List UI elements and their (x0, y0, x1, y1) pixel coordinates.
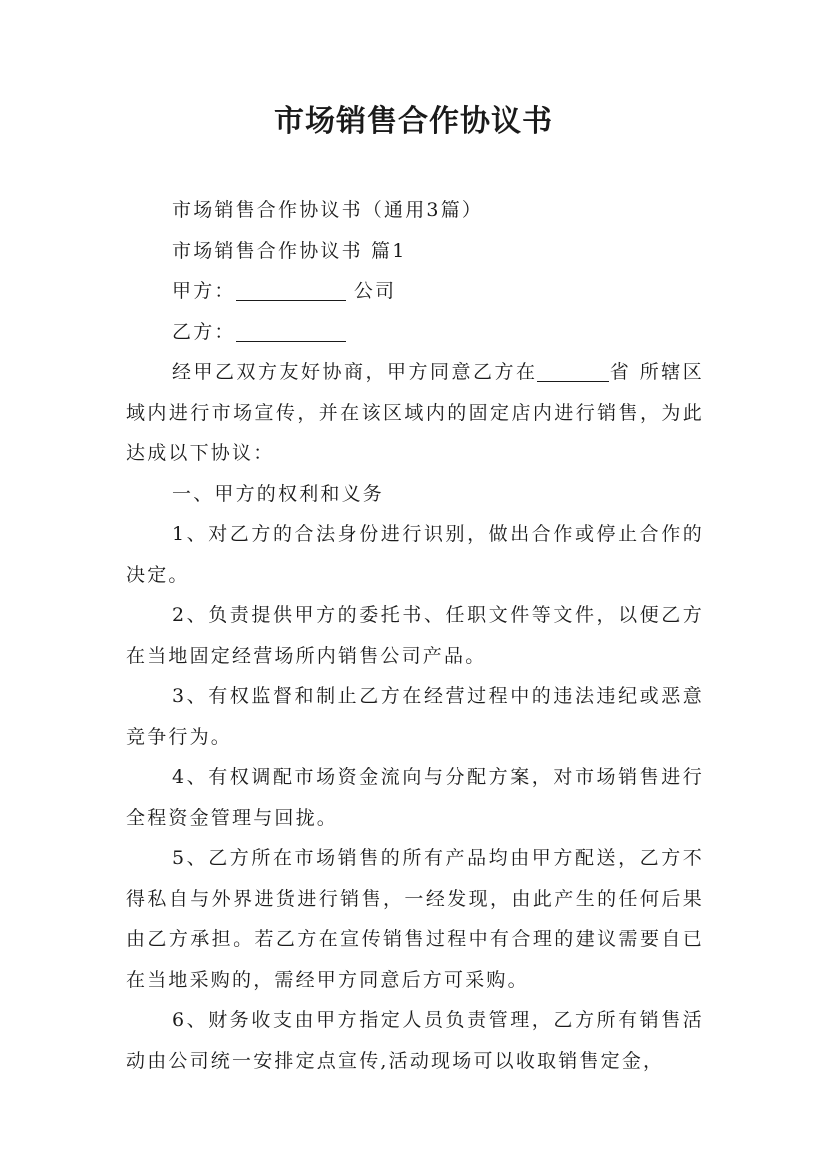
subtitle-line: 市场销售合作协议书（通用3篇） (172, 199, 484, 221)
section-heading: 市场销售合作协议书 篇1 (172, 239, 407, 262)
clause-3: 3、有权监督和制止乙方在经营过程中的违法违纪或恶意竞争行为。 (126, 685, 704, 748)
province-blank (537, 359, 609, 382)
party-a-line (126, 271, 704, 312)
clause-6: 6、财务收支由甲方指定人员负责管理，乙方所有销售活动由公司统一安排定点宣传,活动现场可以收取销售定金， (126, 1009, 704, 1072)
document-title: 市场销售合作协议书 (274, 104, 553, 139)
party-a-blank (236, 278, 346, 301)
party-a-label: 甲方： (172, 280, 236, 302)
clause-1: 1、对乙方的合法身份进行识别，做出合作或停止合作的决定。 (126, 523, 704, 586)
intro-part2: 省 所辖区域内进行市场宣传，并在该区域内的固定店内进行销售，为此达成以下协议： (126, 361, 704, 464)
party-b-line (126, 312, 704, 353)
clause-5: 5、乙方所在市场销售的所有产品均由甲方配送，乙方不得私自与外界进货进行销售，一经发现，由此产生的任何后果由乙方承担。若乙方在宣传销售过程中有合理的建议需要自已在当地采购的，需经甲方同意后方可采购。 (126, 847, 704, 991)
party-a-suffix: 公司 (345, 280, 397, 302)
intro-part1: 经甲乙双方友好协商，甲方同意乙方在 (172, 361, 538, 383)
party-b-label: 乙方： (172, 320, 236, 343)
clause-4: 4、有权调配市场资金流向与分配方案，对市场销售进行全程资金管理与回拢。 (126, 766, 704, 829)
heading-rights-obligations: 一、甲方的权利和义务 (172, 482, 385, 505)
document-body (126, 190, 704, 1081)
clause-2: 2、负责提供甲方的委托书、任职文件等文件，以便乙方在当地固定经营场所内销售公司产品。 (126, 604, 704, 667)
party-b-blank (236, 319, 346, 342)
intro-paragraph (126, 352, 704, 474)
